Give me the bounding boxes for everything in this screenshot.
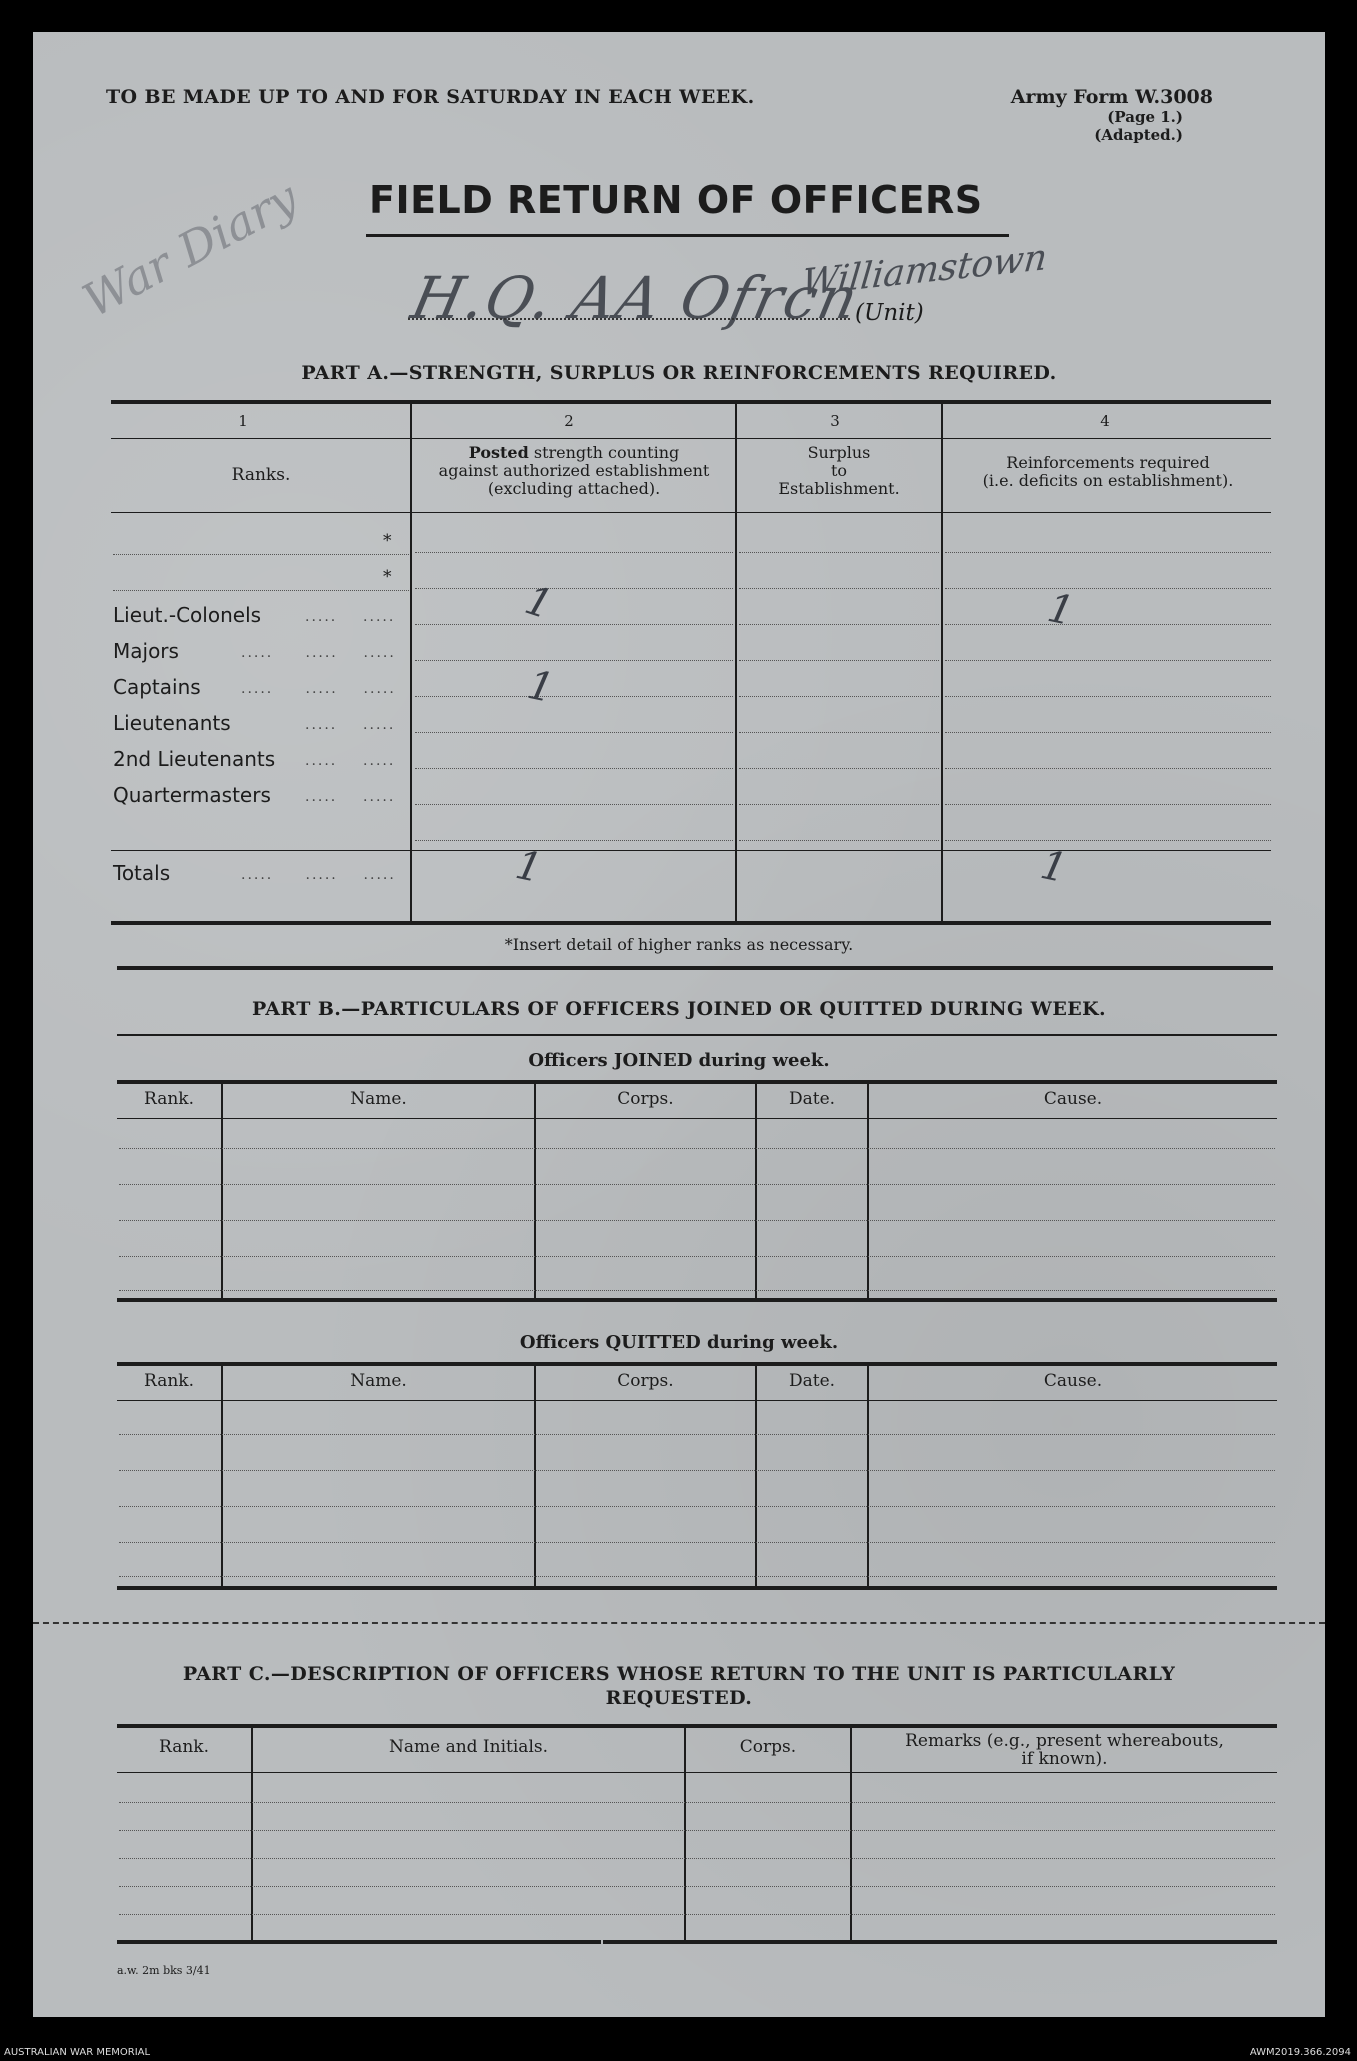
col-head-reinforcements (945, 454, 1271, 490)
joined-title-a: Officers (528, 1050, 614, 1071)
quitted-title-a: Officers (519, 1332, 606, 1353)
row-dotted-line (739, 624, 939, 625)
joined-bottom-rule (117, 1298, 1277, 1302)
row-dotted-line (415, 660, 733, 661)
higher-rank-star: * (383, 531, 392, 551)
row-dotted-line (739, 768, 939, 769)
col-head-surplus-l3: Establishment. (778, 479, 900, 498)
col-head-surplus (739, 444, 939, 498)
leader-dots: ..... ..... ..... (241, 681, 396, 697)
totals-label: Totals (113, 861, 171, 885)
joined-row-line (119, 1148, 1275, 1149)
row-dotted-line (415, 624, 733, 625)
row-dotted-line (415, 552, 733, 553)
posted-ltcol-handwritten: 1 (519, 577, 558, 629)
part-c-remarks-l2: if known). (1021, 1749, 1108, 1769)
row-dotted-line (739, 660, 939, 661)
joined-row-line (119, 1184, 1275, 1185)
col-head-rule (111, 512, 1271, 513)
joined-col-date: Date. (788, 1089, 836, 1109)
col-head-surplus-l2: to (830, 461, 848, 480)
col-divider-1 (410, 402, 412, 924)
form-adapted: (Adapted.) (1094, 126, 1183, 144)
col-divider-2 (735, 402, 737, 924)
joined-title-b: JOINED (613, 1050, 693, 1071)
joined-col-divider (867, 1082, 869, 1300)
part-c-col-corps: Corps. (739, 1737, 797, 1757)
part-c-remarks-l1: Remarks (e.g., present whereabouts, (905, 1731, 1224, 1751)
form-number-block (1011, 86, 1213, 144)
part-a-footnote: *Insert detail of higher ranks as necessary. (504, 935, 854, 954)
margin-handwriting: War Diary (74, 170, 307, 328)
col-head-posted-l2: against authorized establishment (438, 461, 710, 480)
col-head-posted-rest: strength counting (528, 443, 680, 462)
reinf-ltcol-handwritten: 1 (1043, 584, 1078, 636)
row-dotted-line (945, 840, 1271, 841)
quitted-col-corps: Corps. (617, 1371, 674, 1391)
col-divider-3 (941, 402, 943, 924)
header-instruction: TO BE MADE UP TO AND FOR SATURDAY IN EACH WEEK. (106, 86, 755, 108)
part-c-row-line (119, 1830, 1275, 1831)
form-number: Army Form W.3008 (1010, 86, 1213, 108)
col-head-ranks: Ranks. (231, 465, 291, 485)
col-head-posted-bold: Posted (468, 443, 529, 462)
quitted-col-divider (867, 1364, 869, 1590)
higher-rank-star: * (383, 567, 392, 587)
rank-dotted-line (113, 590, 409, 591)
leader-dots: ..... ..... (305, 717, 396, 733)
joined-col-cause: Cause. (1043, 1089, 1103, 1109)
joined-col-divider (755, 1082, 757, 1300)
row-dotted-line (945, 732, 1271, 733)
rank-label-2nd-lieutenants: 2nd Lieutenants (113, 747, 276, 771)
quitted-head-rule (117, 1400, 1277, 1401)
form-sheet (33, 32, 1325, 2017)
quitted-col-divider (534, 1364, 536, 1590)
leader-dots: ..... ..... (305, 609, 396, 625)
joined-head-rule (117, 1118, 1277, 1119)
part-c-col-divider (684, 1726, 686, 1944)
page-title: FIELD RETURN OF OFFICERS (369, 178, 983, 222)
joined-col-name: Name. (350, 1089, 407, 1109)
quitted-title-b: QUITTED (605, 1332, 701, 1353)
quitted-row-line (119, 1576, 1275, 1577)
part-a-close-rule (117, 966, 1273, 970)
part-c-col-divider (251, 1726, 253, 1944)
part-c-row-line (119, 1858, 1275, 1859)
part-c-heading-l1: PART C.—DESCRIPTION OF OFFICERS WHOSE RETURN TO THE UNIT IS PARTICULARLY (182, 1663, 1176, 1685)
row-dotted-line (415, 804, 733, 805)
col-head-posted (415, 444, 733, 498)
joined-top-rule (117, 1080, 1277, 1084)
quitted-title-c: during week. (700, 1332, 839, 1353)
quitted-row-line (119, 1506, 1275, 1507)
unit-handwriting: H.Q. AA Ofrcn (405, 264, 866, 332)
part-a-top-rule (111, 400, 1271, 404)
posted-totals-handwritten: 1 (511, 841, 546, 893)
posted-captains-handwritten: 1 (523, 661, 558, 713)
rank-dotted-line (113, 554, 409, 555)
leader-dots: ..... ..... ..... (241, 645, 396, 661)
part-c-head-rule (117, 1772, 1277, 1773)
part-a-heading: PART A.—STRENGTH, SURPLUS OR REINFORCEMENTS REQUIRED. (301, 362, 1057, 384)
col-number-rule (111, 438, 1271, 439)
totals-rule (111, 850, 1271, 851)
joined-row-line (119, 1220, 1275, 1221)
joined-row-line (119, 1256, 1275, 1257)
col-head-surplus-l1: Surplus (807, 443, 871, 462)
row-dotted-line (739, 840, 939, 841)
row-dotted-line (945, 768, 1271, 769)
rank-label-captains: Captains (113, 675, 201, 699)
rank-label-lieut-colonels: Lieut.-Colonels (113, 603, 262, 627)
col-number-2: 2 (564, 412, 574, 430)
joined-col-divider (221, 1082, 223, 1300)
row-dotted-line (415, 840, 733, 841)
reinf-totals-handwritten: 1 (1036, 841, 1071, 893)
leader-dots: ..... ..... ..... (241, 867, 396, 883)
quitted-row-line (119, 1542, 1275, 1543)
leader-dots: ..... ..... (305, 789, 396, 805)
col-head-reinf-l1: Reinforcements required (1006, 453, 1210, 472)
rank-label-majors: Majors (113, 639, 179, 663)
joined-row-line (119, 1290, 1275, 1291)
part-c-top-rule (117, 1724, 1277, 1728)
row-dotted-line (739, 696, 939, 697)
part-c-row-line (119, 1914, 1275, 1915)
leader-dots: ..... ..... (305, 753, 396, 769)
row-dotted-line (945, 552, 1271, 553)
part-c-bottom-rule (117, 1940, 601, 1944)
part-c-heading-l2: REQUESTED. (605, 1687, 753, 1709)
part-b-heading: PART B.—PARTICULARS OF OFFICERS JOINED OR QUITTED DURING WEEK. (251, 998, 1107, 1020)
quitted-col-divider (221, 1364, 223, 1590)
part-c-col-rank: Rank. (159, 1737, 209, 1757)
unit-place-handwriting: Williamstown (799, 236, 1050, 305)
quitted-bottom-rule (117, 1586, 1277, 1590)
row-dotted-line (739, 804, 939, 805)
part-c-bottom-rule (603, 1940, 1277, 1944)
col-head-posted-l3: (excluding attached). (487, 479, 661, 498)
unit-label: (Unit) (855, 300, 924, 326)
unit-field-line (408, 318, 850, 320)
quitted-col-date: Date. (788, 1371, 836, 1391)
row-dotted-line (945, 804, 1271, 805)
rank-label-quartermasters: Quartermasters (113, 783, 271, 807)
row-dotted-line (415, 696, 733, 697)
form-page: (Page 1.) (1107, 108, 1183, 126)
joined-title (33, 1050, 1325, 1071)
quitted-col-divider (755, 1364, 757, 1590)
archive-id: AWM2019.366.2094 (1249, 2047, 1351, 2058)
row-dotted-line (415, 732, 733, 733)
part-b-top-rule (117, 1034, 1277, 1036)
part-c-row-line (119, 1886, 1275, 1887)
part-a-bottom-rule (111, 921, 1271, 925)
part-c-col-name: Name and Initials. (388, 1737, 549, 1757)
perforation-line (33, 1622, 1325, 1624)
col-number-4: 4 (1100, 412, 1110, 430)
part-c-row-line (119, 1802, 1275, 1803)
col-number-1: 1 (238, 412, 248, 430)
quitted-title (33, 1332, 1325, 1353)
quitted-row-line (119, 1434, 1275, 1435)
part-c-heading (93, 1662, 1265, 1710)
col-number-3: 3 (830, 412, 840, 430)
quitted-col-cause: Cause. (1043, 1371, 1103, 1391)
archive-credit: AUSTRALIAN WAR MEMORIAL (4, 2047, 151, 2058)
part-c-col-remarks (852, 1732, 1277, 1768)
row-dotted-line (945, 660, 1271, 661)
rank-label-lieutenants: Lieutenants (113, 711, 231, 735)
joined-col-divider (534, 1082, 536, 1300)
quitted-col-name: Name. (350, 1371, 407, 1391)
joined-col-corps: Corps. (617, 1089, 674, 1109)
title-underline (366, 234, 1009, 237)
joined-title-c: during week. (692, 1050, 830, 1071)
printer-note: a.w. 2m bks 3/41 (117, 1964, 211, 1977)
quitted-row-line (119, 1470, 1275, 1471)
row-dotted-line (415, 588, 733, 589)
row-dotted-line (739, 588, 939, 589)
row-dotted-line (739, 732, 939, 733)
row-dotted-line (739, 552, 939, 553)
col-head-reinf-l2: (i.e. deficits on establishment). (982, 471, 1234, 490)
joined-col-rank: Rank. (144, 1089, 194, 1109)
row-dotted-line (415, 768, 733, 769)
row-dotted-line (945, 696, 1271, 697)
row-dotted-line (945, 588, 1271, 589)
quitted-top-rule (117, 1362, 1277, 1366)
quitted-col-rank: Rank. (144, 1371, 194, 1391)
row-dotted-line (945, 624, 1271, 625)
